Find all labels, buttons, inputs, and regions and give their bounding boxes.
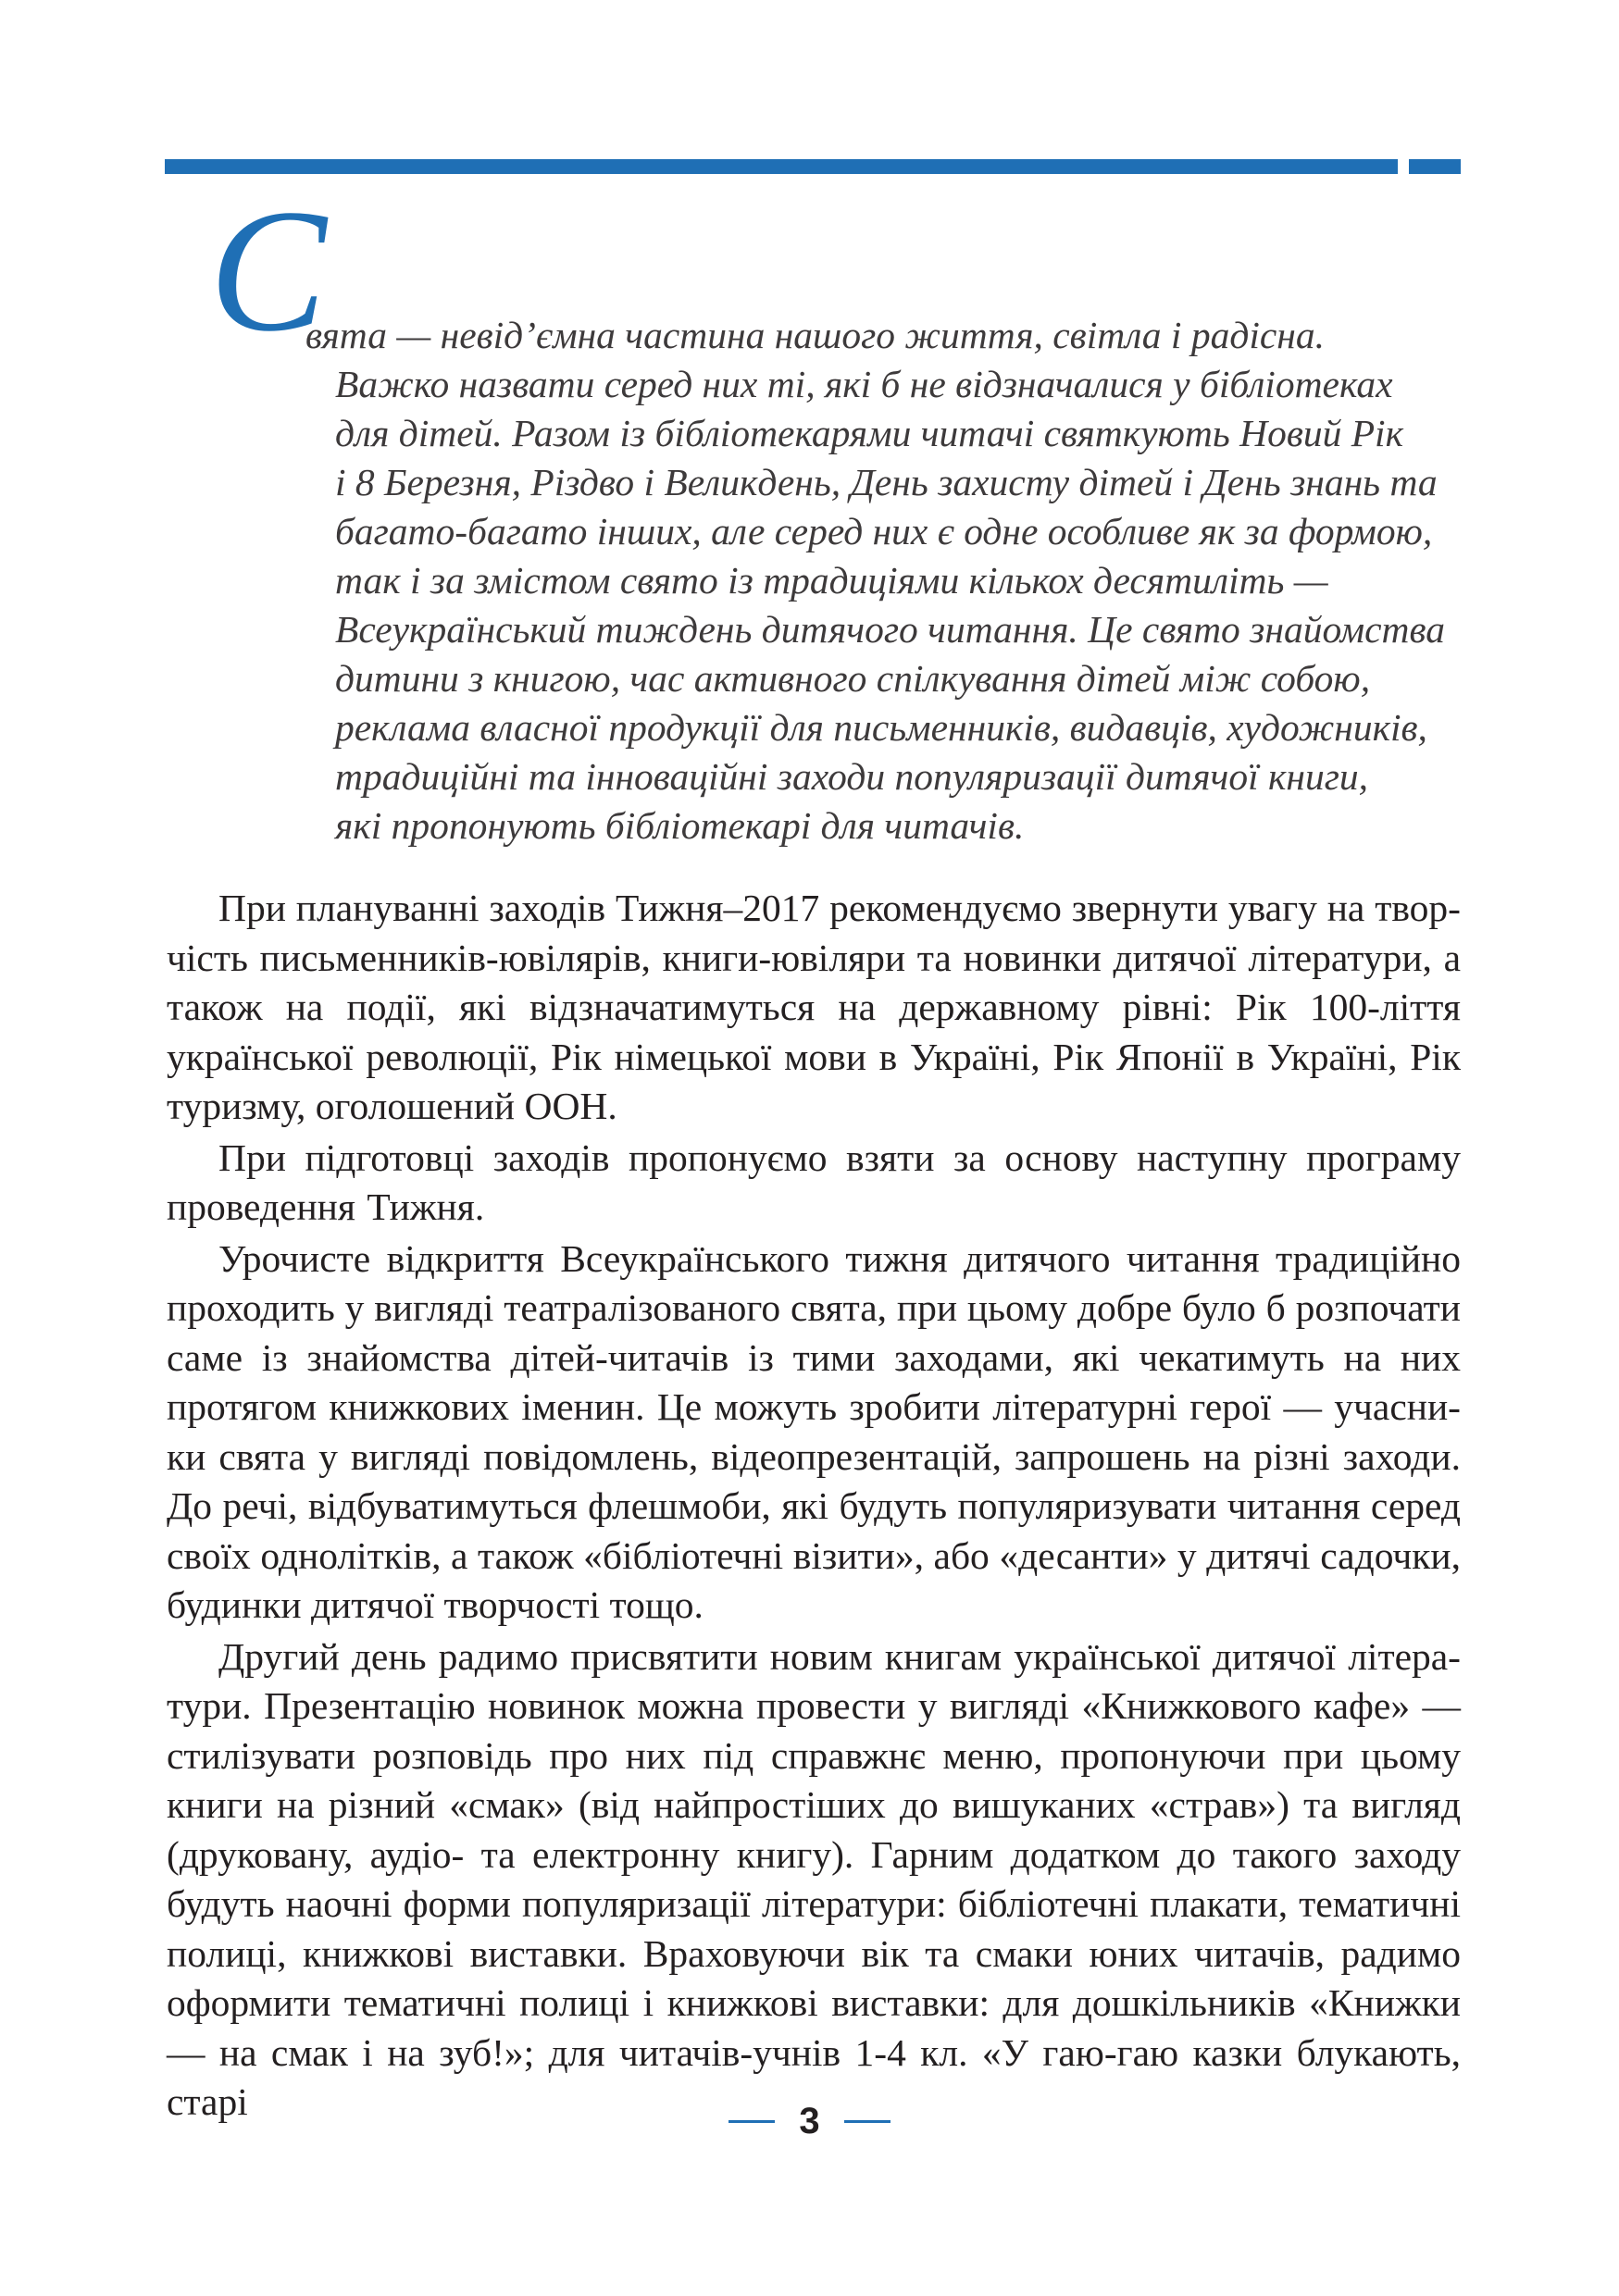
body-paragraph: При плануванні заходів Тижня–2017 рекомендуємо звернути увагу на творчість письменників-ювілярів, книги-ювіляри та новинки дитячої літератури, а також на події, які відзначатимуться на державному рівні: Рік 100-ліття української революції, Рік німецької мови в Україні, Рік Японії в Україні, Рік туризму, оголошений ООН. (167, 887, 1461, 1127)
intro-block (167, 311, 1463, 850)
page-number: 3 (799, 2100, 820, 2141)
intro-line: які пропонують бібліотекарі для читачів. (335, 804, 1025, 847)
top-rule (165, 159, 1398, 174)
body-paragraph: При підготовці заходів пропонуємо взяти за основу наступну програму проведення Тижня. (167, 1136, 1461, 1228)
body-paragraph: Урочисте відкриття Всеукраїнського тижня дитячого читання традиційно проходить у вигляді театралізованого свята, при цьому добре було б розпочати саме із знайомства дітей-читачів із тими заходами, які чекатимуть на них протягом книжкових іменин. Це можуть зробити літературні герої — учасники свята у вигляді повідомлень, відеопрезентацій, запрошень на різні заходи. До речі, відбуватимуться флешмоби, які будуть популяризувати читання серед своїх однолітків, а також «бібліотечні візити», або «десанти» у дитячі садочки, будинки дитячої творчості тощо. (167, 1236, 1461, 1626)
top-rule-accent (1409, 159, 1461, 174)
intro-line: Важко назвати серед них ті, які б не відзначалися у бібліотеках (335, 363, 1393, 405)
intro-line: і 8 Березня, Різдво і Великдень, День захисту дітей і День знань та (335, 461, 1438, 503)
drop-cap: С (209, 174, 327, 368)
body-text (167, 884, 1461, 2129)
intro-line: так і за змістом свято із традиціями кількох десятиліть — (335, 559, 1328, 602)
footer-dash-left (729, 2120, 775, 2123)
body-paragraph: Другий день радимо присвятити новим книгам української дитячої літератури. Презентацію новинок можна провести у вигляді «Книжкового кафе» — стилізувати розповідь про них під справжнє меню, пропонуючи при цьому книги на різний «смак» (від найпростіших до вишуканих «страв») та вигляд (друковану, аудіо- та електронну книгу). Гарним додатком до такого заходу будуть наочні форми популяризації літератури: бібліотечні плакати, тематичні полиці, книжкові виставки. Враховуючи вік та смаки юних читачів, радимо оформити тематичні полиці і книжкові виставки: для дошкільників «Книжки — на смак і на зуб!»; для читачів-учнів 1-4 кл. «У гаю-гаю казки блукають, старі (167, 1634, 1461, 2123)
intro-line: вята — невід’ємна частина нашого життя, світла і радісна. (305, 314, 1325, 356)
intro-line: реклама власної продукції для письменників, видавців, художників, (335, 706, 1427, 749)
footer-dash-right (844, 2120, 890, 2123)
page-footer (0, 2093, 1619, 2149)
intro-line: традиційні та інноваційні заходи популяризації дитячої книги, (335, 755, 1369, 798)
intro-line: Всеукраїнський тиждень дитячого читання. Це свято знайомства (335, 608, 1445, 651)
intro-line: для дітей. Разом із бібліотекарями читачі святкують Новий Рік (335, 412, 1403, 454)
intro-line: багато-багато інших, але серед них є одне особливе як за формою, (335, 510, 1433, 552)
intro-line: дитини з книгою, час активного спілкування дітей між собою, (335, 657, 1371, 700)
